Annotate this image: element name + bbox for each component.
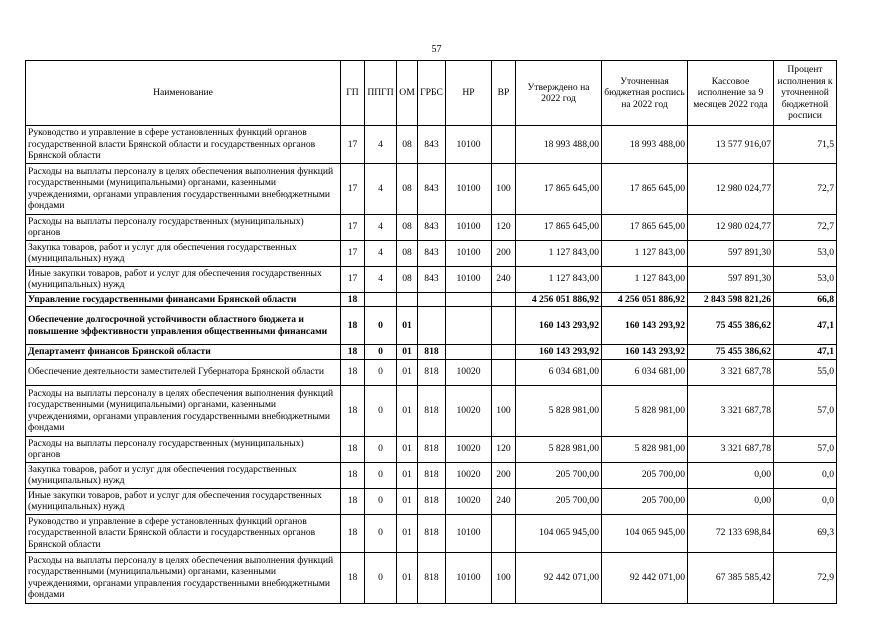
- cell-grbs: 843: [418, 163, 446, 214]
- cell-cash: 13 577 916,07: [688, 126, 774, 164]
- cell-percent: 57,0: [774, 436, 837, 462]
- header-ppgp: ППГП: [365, 61, 397, 126]
- header-gp: ГП: [341, 61, 365, 126]
- cell-om: 08: [397, 126, 418, 164]
- table-row: [26, 462, 837, 488]
- cell-grbs: 818: [418, 359, 446, 385]
- cell-np: [446, 345, 492, 360]
- cell-gp: 17: [341, 163, 365, 214]
- cell-om: 01: [397, 385, 418, 436]
- cell-name: Иные закупки товаров, работ и услуг для обеспечения государственных (муниципальных) нужд: [26, 488, 341, 514]
- cell-vr: 100: [492, 385, 516, 436]
- cell-vr: [492, 514, 516, 552]
- cell-name: Управление государственными финансами Брянской области: [26, 292, 341, 307]
- cell-om: 01: [397, 514, 418, 552]
- cell-np: 10100: [446, 214, 492, 240]
- cell-cash: 0,00: [688, 462, 774, 488]
- cell-percent: 72,7: [774, 214, 837, 240]
- cell-gp: 18: [341, 359, 365, 385]
- cell-gp: 17: [341, 266, 365, 292]
- cell-np: 10020: [446, 488, 492, 514]
- cell-name: Расходы на выплаты персоналу в целях обеспечения выполнения функций государственными (муниципальными) органами, казенными учреждениями, органами управления государственными внебюджетными фондами: [26, 552, 341, 603]
- cell-grbs: 843: [418, 266, 446, 292]
- cell-gp: 18: [341, 385, 365, 436]
- cell-np: 10020: [446, 385, 492, 436]
- cell-np: 10020: [446, 436, 492, 462]
- cell-om: [397, 292, 418, 307]
- cell-refined: 17 865 645,00: [602, 163, 688, 214]
- table-row: [26, 266, 837, 292]
- header-cash: Кассовое исполнение за 9 месяцев 2022 года: [688, 61, 774, 126]
- cell-name: Обеспечение деятельности заместителей Губернатора Брянской области: [26, 359, 341, 385]
- table-row: [26, 163, 837, 214]
- cell-approved: 160 143 293,92: [516, 345, 602, 360]
- table-row: [26, 240, 837, 266]
- cell-name: Руководство и управление в сфере установленных функций органов государственной власти Брянской области и государственных органов Брянской области: [26, 126, 341, 164]
- cell-refined: 5 828 981,00: [602, 436, 688, 462]
- cell-vr: [492, 292, 516, 307]
- cell-ppgp: 0: [365, 462, 397, 488]
- cell-refined: 104 065 945,00: [602, 514, 688, 552]
- cell-vr: [492, 345, 516, 360]
- cell-approved: 4 256 051 886,92: [516, 292, 602, 307]
- cell-name: Закупка товаров, работ и услуг для обеспечения государственных (муниципальных) нужд: [26, 462, 341, 488]
- table-row: [26, 126, 837, 164]
- cell-refined: 205 700,00: [602, 488, 688, 514]
- table-row: [26, 436, 837, 462]
- cell-cash: 0,00: [688, 488, 774, 514]
- cell-gp: 17: [341, 240, 365, 266]
- cell-ppgp: 0: [365, 307, 397, 345]
- cell-ppgp: 0: [365, 359, 397, 385]
- cell-refined: 1 127 843,00: [602, 266, 688, 292]
- cell-ppgp: 0: [365, 488, 397, 514]
- cell-gp: 18: [341, 552, 365, 603]
- cell-np: 10100: [446, 552, 492, 603]
- table-row: [26, 359, 837, 385]
- cell-cash: 3 321 687,78: [688, 359, 774, 385]
- cell-om: 01: [397, 436, 418, 462]
- table-row: [26, 345, 837, 360]
- table-header-row: [26, 61, 837, 126]
- cell-om: 01: [397, 552, 418, 603]
- cell-cash: 75 455 386,62: [688, 307, 774, 345]
- cell-vr: 120: [492, 214, 516, 240]
- cell-cash: 3 321 687,78: [688, 385, 774, 436]
- header-np: НР: [446, 61, 492, 126]
- cell-gp: 18: [341, 514, 365, 552]
- cell-grbs: 843: [418, 214, 446, 240]
- cell-name: Департамент финансов Брянской области: [26, 345, 341, 360]
- cell-om: 01: [397, 462, 418, 488]
- cell-percent: 71,5: [774, 126, 837, 164]
- cell-percent: 55,0: [774, 359, 837, 385]
- cell-approved: 17 865 645,00: [516, 214, 602, 240]
- cell-approved: 160 143 293,92: [516, 307, 602, 345]
- cell-refined: 160 143 293,92: [602, 345, 688, 360]
- cell-om: 08: [397, 214, 418, 240]
- cell-om: 08: [397, 266, 418, 292]
- cell-gp: 18: [341, 345, 365, 360]
- cell-name: Закупка товаров, работ и услуг для обеспечения государственных (муниципальных) нужд: [26, 240, 341, 266]
- cell-refined: 92 442 071,00: [602, 552, 688, 603]
- cell-name: Расходы на выплаты персоналу государственных (муниципальных) органов: [26, 214, 341, 240]
- cell-ppgp: 0: [365, 345, 397, 360]
- cell-percent: 57,0: [774, 385, 837, 436]
- cell-refined: 17 865 645,00: [602, 214, 688, 240]
- cell-vr: 120: [492, 436, 516, 462]
- cell-ppgp: [365, 292, 397, 307]
- cell-percent: 0,0: [774, 488, 837, 514]
- cell-grbs: 818: [418, 345, 446, 360]
- cell-approved: 5 828 981,00: [516, 436, 602, 462]
- cell-om: 01: [397, 307, 418, 345]
- cell-vr: [492, 126, 516, 164]
- cell-np: 10100: [446, 126, 492, 164]
- cell-cash: 2 843 598 821,26: [688, 292, 774, 307]
- cell-vr: 100: [492, 163, 516, 214]
- cell-percent: 66,8: [774, 292, 837, 307]
- cell-cash: 597 891,30: [688, 240, 774, 266]
- cell-name: Руководство и управление в сфере установленных функций органов государственной власти Брянской области и государственных органов Брянской области: [26, 514, 341, 552]
- cell-grbs: [418, 292, 446, 307]
- cell-approved: 17 865 645,00: [516, 163, 602, 214]
- cell-approved: 5 828 981,00: [516, 385, 602, 436]
- cell-gp: 18: [341, 436, 365, 462]
- cell-grbs: 818: [418, 385, 446, 436]
- cell-vr: [492, 307, 516, 345]
- cell-percent: 47,1: [774, 307, 837, 345]
- cell-grbs: 843: [418, 126, 446, 164]
- cell-ppgp: 0: [365, 514, 397, 552]
- cell-refined: 18 993 488,00: [602, 126, 688, 164]
- cell-refined: 6 034 681,00: [602, 359, 688, 385]
- cell-approved: 104 065 945,00: [516, 514, 602, 552]
- cell-vr: 240: [492, 266, 516, 292]
- cell-cash: 72 133 698,84: [688, 514, 774, 552]
- budget-table: [25, 60, 837, 604]
- cell-grbs: 818: [418, 552, 446, 603]
- cell-np: 10100: [446, 514, 492, 552]
- cell-ppgp: 4: [365, 214, 397, 240]
- cell-np: 10020: [446, 462, 492, 488]
- cell-grbs: 818: [418, 462, 446, 488]
- cell-name: Иные закупки товаров, работ и услуг для обеспечения государственных (муниципальных) нужд: [26, 266, 341, 292]
- cell-cash: 3 321 687,78: [688, 436, 774, 462]
- cell-np: 10020: [446, 359, 492, 385]
- header-grbs: ГРБС: [418, 61, 446, 126]
- cell-om: 08: [397, 163, 418, 214]
- cell-refined: 205 700,00: [602, 462, 688, 488]
- cell-np: 10100: [446, 240, 492, 266]
- cell-om: 08: [397, 240, 418, 266]
- cell-gp: 18: [341, 462, 365, 488]
- cell-refined: 160 143 293,92: [602, 307, 688, 345]
- cell-ppgp: 0: [365, 385, 397, 436]
- cell-approved: 1 127 843,00: [516, 266, 602, 292]
- cell-ppgp: 4: [365, 240, 397, 266]
- cell-percent: 69,3: [774, 514, 837, 552]
- cell-refined: 1 127 843,00: [602, 240, 688, 266]
- cell-name: Расходы на выплаты персоналу государственных (муниципальных) органов: [26, 436, 341, 462]
- cell-grbs: 843: [418, 240, 446, 266]
- cell-percent: 47,1: [774, 345, 837, 360]
- table-body: [26, 126, 837, 604]
- cell-np: 10100: [446, 163, 492, 214]
- table-row: [26, 552, 837, 603]
- cell-percent: 72,9: [774, 552, 837, 603]
- header-name: Наименование: [26, 61, 341, 126]
- cell-percent: 72,7: [774, 163, 837, 214]
- table-row: [26, 214, 837, 240]
- cell-approved: 205 700,00: [516, 462, 602, 488]
- cell-approved: 18 993 488,00: [516, 126, 602, 164]
- cell-ppgp: 0: [365, 436, 397, 462]
- cell-approved: 92 442 071,00: [516, 552, 602, 603]
- cell-om: 01: [397, 345, 418, 360]
- table-row: [26, 292, 837, 307]
- cell-gp: 18: [341, 307, 365, 345]
- cell-name: Расходы на выплаты персоналу в целях обеспечения выполнения функций государственными (муниципальными) органами, казенными учреждениями, органами управления государственными внебюджетными фондами: [26, 163, 341, 214]
- cell-approved: 205 700,00: [516, 488, 602, 514]
- cell-gp: 17: [341, 126, 365, 164]
- header-refined: Уточненная бюджетная роспись на 2022 год: [602, 61, 688, 126]
- table-row: [26, 385, 837, 436]
- header-percent: Процент исполнения к уточненной бюджетной росписи: [774, 61, 837, 126]
- cell-percent: 53,0: [774, 240, 837, 266]
- cell-grbs: 818: [418, 436, 446, 462]
- page-number: 57: [431, 44, 442, 55]
- cell-ppgp: 4: [365, 163, 397, 214]
- header-approved: Утверждено на 2022 год: [516, 61, 602, 126]
- cell-ppgp: 4: [365, 126, 397, 164]
- cell-ppgp: 4: [365, 266, 397, 292]
- cell-percent: 0,0: [774, 462, 837, 488]
- cell-np: [446, 292, 492, 307]
- cell-name: Расходы на выплаты персоналу в целях обеспечения выполнения функций государственными (муниципальными) органами, казенными учреждениями, органами управления государственными внебюджетными фондами: [26, 385, 341, 436]
- cell-vr: 100: [492, 552, 516, 603]
- cell-gp: 18: [341, 292, 365, 307]
- cell-grbs: 818: [418, 514, 446, 552]
- cell-cash: 67 385 585,42: [688, 552, 774, 603]
- cell-approved: 6 034 681,00: [516, 359, 602, 385]
- cell-ppgp: 0: [365, 552, 397, 603]
- header-om: ОМ: [397, 61, 418, 126]
- cell-approved: 1 127 843,00: [516, 240, 602, 266]
- cell-cash: 597 891,30: [688, 266, 774, 292]
- cell-gp: 17: [341, 214, 365, 240]
- cell-vr: [492, 359, 516, 385]
- cell-om: 01: [397, 359, 418, 385]
- cell-np: [446, 307, 492, 345]
- cell-grbs: 818: [418, 488, 446, 514]
- cell-grbs: [418, 307, 446, 345]
- header-vr: ВР: [492, 61, 516, 126]
- cell-refined: 5 828 981,00: [602, 385, 688, 436]
- cell-cash: 75 455 386,62: [688, 345, 774, 360]
- table-row: [26, 488, 837, 514]
- table-row: [26, 514, 837, 552]
- cell-vr: 200: [492, 462, 516, 488]
- cell-om: 01: [397, 488, 418, 514]
- cell-percent: 53,0: [774, 266, 837, 292]
- cell-name: Обеспечение долгосрочной устойчивости областного бюджета и повышение эффективности управления общественными финансами: [26, 307, 341, 345]
- cell-gp: 18: [341, 488, 365, 514]
- cell-refined: 4 256 051 886,92: [602, 292, 688, 307]
- cell-vr: 240: [492, 488, 516, 514]
- cell-cash: 12 980 024,77: [688, 163, 774, 214]
- cell-vr: 200: [492, 240, 516, 266]
- table-row: [26, 307, 837, 345]
- cell-np: 10100: [446, 266, 492, 292]
- cell-cash: 12 980 024,77: [688, 214, 774, 240]
